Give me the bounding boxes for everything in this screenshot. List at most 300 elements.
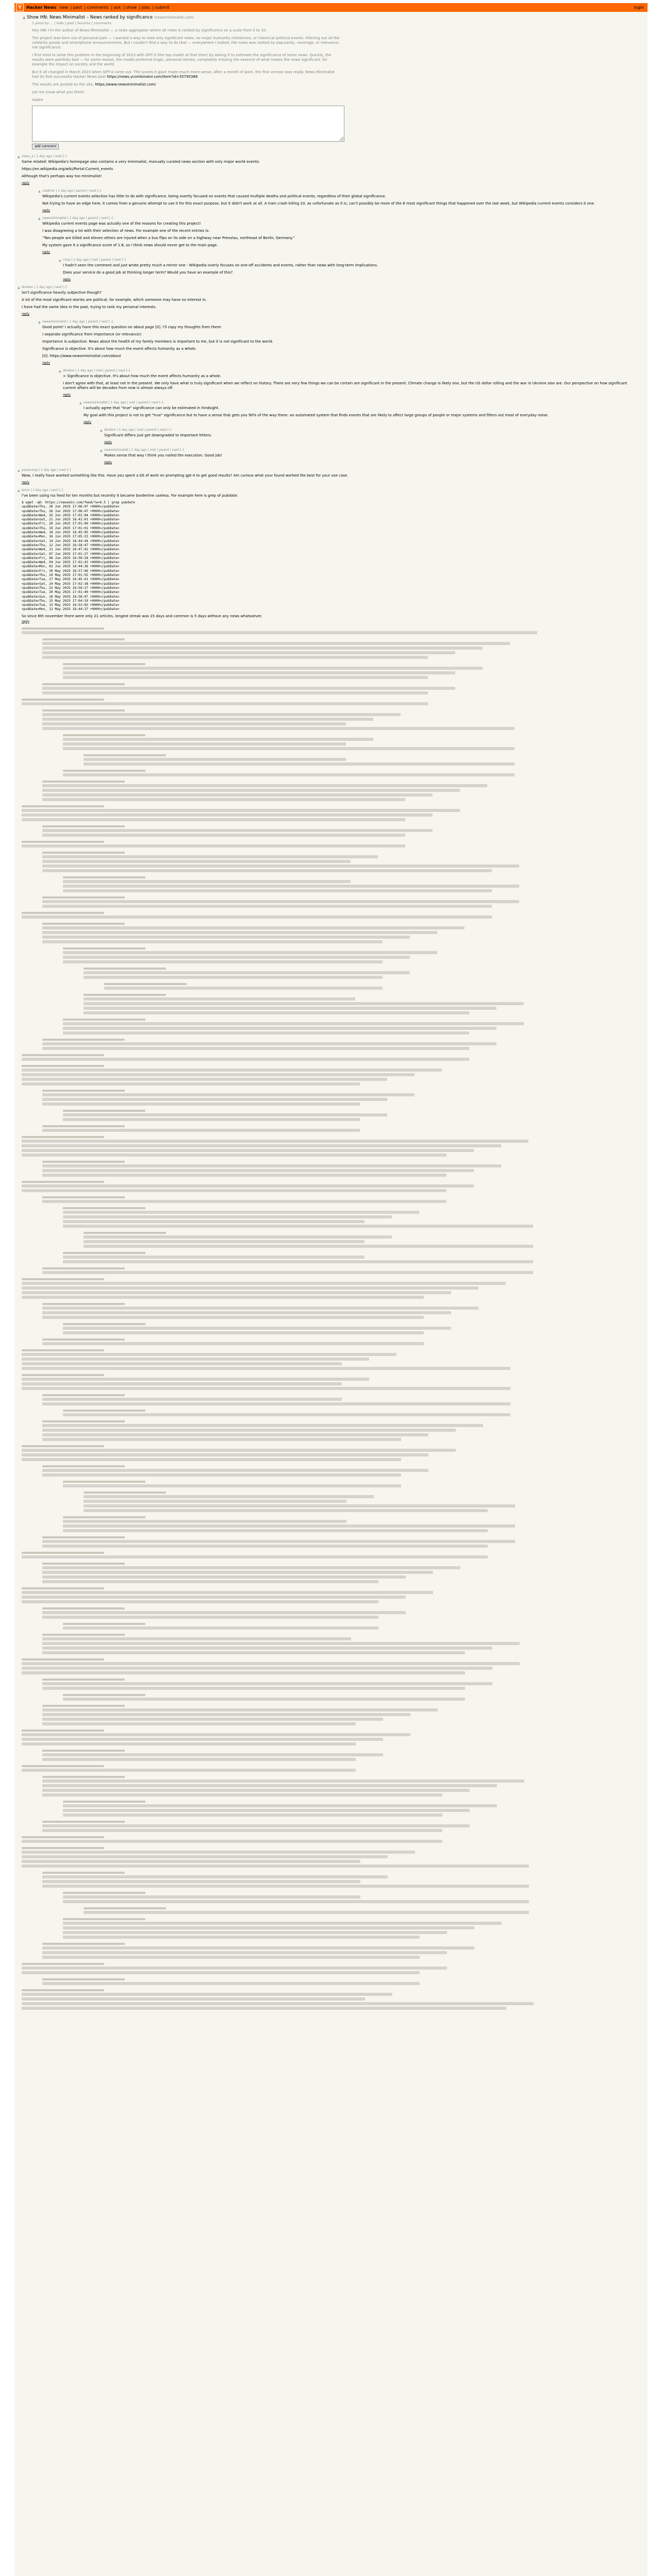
placeholder-line	[42, 1575, 406, 1579]
comment-header[interactable]: vladimir | 1 day ago | parent | next [–]	[42, 189, 102, 193]
placeholder-line	[63, 676, 428, 679]
placeholder-line	[63, 1220, 365, 1223]
placeholder-line	[63, 738, 373, 741]
placeholder-line	[42, 1164, 501, 1167]
placeholder-header	[42, 1536, 125, 1538]
placeholder-header	[63, 1410, 145, 1412]
placeholder-line	[22, 1073, 415, 1076]
collapsed-comment-placeholder	[22, 1552, 644, 1558]
reply-link[interactable]: reply	[42, 250, 51, 254]
placeholder-line	[42, 1093, 415, 1096]
collapsed-comment-placeholder	[22, 699, 644, 705]
comment-header[interactable]: vlaev_a | 1 day ago | next [–]	[22, 155, 67, 158]
placeholder-line	[42, 1311, 451, 1314]
reply-link[interactable]: reply	[63, 393, 71, 397]
code-line: <pubDate>Sun, 18 May 2025 16:58:07 +0000</pubDate>	[22, 595, 120, 599]
nav-new[interactable]: new	[59, 5, 68, 10]
placeholder-header	[63, 876, 145, 878]
code-line: <pubDate>Sat, 14 Jun 2025 16:44:44 +0000</pubDate>	[22, 539, 120, 543]
placeholder-line	[42, 1469, 428, 1472]
placeholder-line	[42, 1047, 469, 1050]
comment-paragraph: I have had the same idea in the past, trying to rank my personal interests.	[22, 305, 157, 309]
placeholder-line	[42, 1789, 470, 1792]
comment-paragraph: Does your service do a good job at thinking longer term? Would you have an example of this?	[63, 270, 233, 275]
placeholder-line	[22, 844, 405, 848]
comment-paragraph: I don't agree with that, at least not in the present. We only have what is truly significant when we reflect on history. There are very few things we can be certain are significant in the present. Climate change is likely one, but the US dollar rolling and the war in Ukraine also are. Our perspective on how significant current affairs will be decades from now is almost always off.	[63, 381, 627, 390]
placeholder-header	[22, 1054, 104, 1056]
collapsed-comment-placeholder	[42, 1607, 644, 1619]
placeholder-line	[42, 940, 383, 943]
nav-ask[interactable]: ask	[113, 5, 121, 10]
comment-paragraph: So since 6th november there were only 21 articles, longest streak was 15 days and common is 5 days without any news whatsoever.	[22, 614, 262, 618]
placeholder-line	[42, 1637, 351, 1640]
placeholder-line	[42, 1424, 483, 1427]
placeholder-line	[42, 1307, 478, 1310]
code-line: <pubDate>Wed, 25 Jun 2025 17:01:04 +0000</pubDate>	[22, 513, 120, 517]
placeholder-line	[22, 1769, 356, 1772]
comment-text	[22, 473, 589, 478]
placeholder-line	[42, 1398, 342, 1401]
placeholder-line	[63, 1926, 474, 1929]
placeholder-line	[22, 1358, 369, 1361]
placeholder-line	[63, 1331, 424, 1334]
placeholder-header	[22, 1445, 104, 1447]
placeholder-header	[22, 1136, 104, 1138]
collapsed-comment-placeholder	[42, 896, 644, 908]
placeholder-header	[22, 805, 104, 807]
collapsed-comment-placeholder	[42, 1679, 644, 1690]
placeholder-line	[63, 1936, 420, 1939]
collapsed-comment-placeholder	[42, 1750, 644, 1761]
collapsed-comment-placeholder	[84, 1232, 644, 1248]
post-text: The results are posted on the site,	[32, 82, 94, 87]
placeholder-line	[63, 1027, 496, 1030]
code-line: <pubDate>Mon, 02 Jun 2025 16:44:36 +0000</pubDate>	[22, 565, 120, 569]
placeholder-header	[84, 1492, 166, 1494]
placeholder-line	[22, 809, 460, 812]
comment-paragraph: Although that's perhaps way too minimalist!	[22, 174, 102, 178]
placeholder-header	[42, 1776, 125, 1778]
upvote-arrow-icon[interactable]: ▲	[18, 489, 20, 493]
placeholder-header	[42, 1679, 125, 1681]
comment-header[interactable]: dimbon | 1 day ago | next [–]	[22, 285, 67, 289]
placeholder-line	[42, 1946, 474, 1950]
placeholder-header	[63, 1516, 145, 1518]
placeholder-line	[42, 784, 487, 787]
placeholder-line	[63, 960, 383, 963]
comment-header[interactable]: newsminimalist | 1 day ago | root | parent | next [–]	[104, 448, 184, 452]
placeholder-header	[42, 781, 125, 783]
placeholder-header	[22, 1847, 104, 1849]
collapsed-comment-placeholder	[63, 663, 644, 679]
code-line: <pubDate>Fri, 30 May 2025 16:57:46 +0000</pubDate>	[22, 569, 120, 573]
comment-paragraph: My system gave it a significance score of 1.8, so I think news should never get to the main page.	[42, 243, 218, 247]
placeholder-header	[104, 983, 187, 985]
reply-link[interactable]: reply	[42, 209, 51, 212]
placeholder-line	[22, 702, 428, 705]
upvote-arrow-icon[interactable]: ▲	[38, 190, 41, 193]
placeholder-header	[42, 1705, 125, 1707]
placeholder-line	[42, 1103, 360, 1106]
post-title-row	[23, 15, 644, 20]
placeholder-header	[63, 734, 145, 736]
collapsed-comment-placeholder	[42, 1420, 644, 1441]
collapsed-comment-placeholder	[63, 876, 644, 892]
placeholder-line	[22, 1382, 342, 1385]
placeholder-header	[22, 1278, 104, 1280]
placeholder-header	[22, 1181, 104, 1183]
placeholder-line	[63, 1809, 470, 1812]
placeholder-header	[42, 1090, 125, 1092]
placeholder-line	[22, 1154, 446, 1157]
upvote-arrow-icon[interactable]: ▲	[18, 155, 20, 159]
placeholder-line	[22, 1971, 420, 1974]
post-link[interactable]: https://news.ycombinator.com/item?id=35795388	[107, 75, 198, 79]
placeholder-line	[42, 1651, 465, 1654]
comment-header[interactable]: paulocoop | 1 day ago | next [–]	[22, 468, 71, 472]
placeholder-line	[22, 1742, 356, 1745]
placeholder-line	[42, 1682, 492, 1685]
placeholder-line	[42, 1433, 428, 1436]
placeholder-header	[63, 1323, 145, 1325]
placeholder-header	[42, 638, 125, 640]
nav-comments[interactable]: comments	[87, 5, 109, 10]
nav-links: new | past | comments | ask | show | jobs | submit	[59, 5, 170, 10]
post-site[interactable]: (newsminimalist.com)	[154, 15, 194, 20]
nav-show[interactable]: show	[126, 5, 137, 10]
code-line: <pubDate>Thu, 12 Jun 2025 16:58:47 +0000</pubDate>	[22, 543, 120, 547]
collapsed-comment-placeholder	[22, 1445, 644, 1461]
collapsed-comment-placeholder	[22, 1054, 644, 1061]
placeholder-header	[42, 1607, 125, 1609]
upvote-arrow-icon[interactable]: ▲	[23, 15, 26, 20]
code-line: <pubDate>Thu, 19 Jun 2025 17:01:01 +0000</pubDate>	[22, 526, 120, 530]
comment-header[interactable]: dimbon | 1 day ago | root | parent | next [–]	[104, 428, 172, 432]
comment-text	[63, 374, 630, 391]
placeholder-header	[42, 896, 125, 899]
comment	[79, 401, 644, 424]
collapsed-comment-placeholder	[42, 781, 644, 801]
comment-paragraph: I separate significance from importance (or relevance):	[42, 332, 142, 336]
comment-paragraph: https://en.wikipedia.org/wiki/Portal:Current_events	[22, 167, 113, 171]
placeholder-header	[63, 1801, 145, 1803]
comment-body	[22, 488, 644, 623]
code-line: <pubDate>Thu, 29 May 2025 17:01:55 +0000</pubDate>	[22, 573, 120, 578]
placeholder-line	[63, 1215, 392, 1218]
placeholder-line	[84, 1007, 496, 1010]
upvote-arrow-icon[interactable]: ▲	[59, 369, 61, 373]
placeholder-line	[42, 1271, 533, 1274]
placeholder-header	[42, 1394, 125, 1396]
comment-paragraph: Wow, I really have wanted something like this. Have you spent a bit of work on prompting gpt-4 to get good results? Am curious what your found worked the best for your use case.	[22, 473, 349, 478]
placeholder-header	[84, 1907, 166, 1909]
collapsed-comment-placeholder	[42, 683, 644, 694]
collapsed-comment-placeholder	[63, 734, 644, 750]
code-line: <pubDate>Wed, 18 Jun 2025 16:45:05 +0000</pubDate>	[22, 531, 120, 535]
placeholder-line	[42, 651, 455, 654]
comment-paragraph: My goal with this project is not to get "true" significance but to have a sense that gets you 90% of the way there: an automated system that finds events that are likely to affect large groups of people or major systems and filters out most of everyday noise.	[84, 413, 549, 417]
code-line: <pubDate>Thu, 15 May 2025 17:04:19 +0000</pubDate>	[22, 599, 120, 603]
placeholder-line	[63, 1529, 488, 1532]
placeholder-header	[63, 1019, 145, 1021]
site-name[interactable]: Hacker News	[26, 5, 57, 10]
collapsed-comment-placeholder	[42, 1465, 644, 1477]
placeholder-line	[22, 814, 433, 817]
comment	[18, 488, 644, 623]
placeholder-header	[63, 1481, 145, 1483]
placeholder-line	[42, 1174, 446, 1177]
collapsed-comment-placeholder	[22, 1765, 644, 1772]
placeholder-header	[42, 1821, 125, 1823]
placeholder-line	[42, 691, 428, 694]
placeholder-line	[42, 905, 492, 908]
collapsed-comment-placeholder	[63, 1019, 644, 1035]
placeholder-line	[22, 1291, 451, 1294]
placeholder-line	[42, 1885, 529, 1888]
comment-text	[63, 263, 630, 275]
collapsed-comment-placeholder	[63, 770, 644, 776]
reply-link[interactable]: reply	[104, 440, 112, 444]
placeholder-line	[42, 1611, 406, 1614]
placeholder-line	[22, 1738, 383, 1741]
upvote-arrow-icon[interactable]: ▲	[100, 449, 103, 452]
placeholder-header	[42, 1750, 125, 1752]
placeholder-header	[42, 1303, 125, 1305]
placeholder-line	[42, 1647, 492, 1650]
placeholder-line	[63, 885, 519, 888]
code-line: <pubDate>Mon, 16 Jun 2025 17:05:23 +0000</pubDate>	[22, 535, 120, 539]
code-line: <pubDate>Wed, 04 Jun 2025 17:01:43 +0000</pubDate>	[22, 561, 120, 565]
upvote-arrow-icon[interactable]: ▲	[59, 259, 61, 262]
placeholder-line	[22, 1997, 365, 2001]
placeholder-line	[22, 1453, 428, 1456]
collapsed-comment-placeholder	[22, 1658, 644, 1674]
placeholder-line	[63, 1900, 529, 1903]
post	[14, 12, 648, 151]
collapsed-comment-placeholder	[22, 1374, 644, 1390]
upvote-arrow-icon[interactable]: ▲	[38, 217, 41, 221]
placeholder-line	[22, 2007, 506, 2010]
placeholder-line	[22, 1671, 465, 1674]
comment-paragraph: > Significance is objective. It's about how much the event affects humanity as a whole.	[63, 374, 222, 378]
code-line: <pubDate>Tue, 27 May 2025 16:45:41 +0000</pubDate>	[22, 578, 120, 582]
placeholder-line	[22, 1667, 492, 1670]
placeholder-line	[84, 1240, 365, 1243]
comment	[100, 428, 644, 444]
reply-link[interactable]: reply	[22, 619, 30, 623]
placeholder-line	[42, 789, 460, 792]
placeholder-line	[42, 718, 373, 721]
post-title[interactable]: Show HN: News Minimalist – News ranked by significance	[27, 15, 153, 20]
collapsed-comment-placeholder	[22, 805, 644, 821]
code-line: <pubDate>Thu, 22 May 2025 16:59:17 +0000</pubDate>	[22, 586, 120, 590]
placeholder-line	[63, 1260, 533, 1263]
placeholder-header	[63, 1252, 145, 1254]
placeholder-header	[22, 1730, 104, 1732]
placeholder-header	[22, 1587, 104, 1589]
comment-body	[63, 369, 644, 397]
comment-paragraph: Wikipedia's current events selection has little to do with significance, being overtly focused on events that caused multiple deaths and political events, regardless of their global significance.	[42, 194, 386, 198]
placeholder-line	[22, 1353, 396, 1356]
placeholder-line	[42, 1438, 401, 1441]
reply-link[interactable]: reply	[42, 361, 51, 365]
nav-submit[interactable]: submit	[155, 5, 170, 10]
comment-header[interactable]: dimbon | 1 day ago | root | parent | next [–]	[63, 369, 130, 372]
upvote-arrow-icon[interactable]: ▲	[38, 320, 41, 324]
reply-link[interactable]: reply	[22, 312, 30, 316]
collapsed-comment-placeholder	[22, 912, 644, 919]
comment-text	[22, 494, 589, 498]
collapsed-comment-placeholder	[42, 1125, 644, 1132]
placeholder-line	[104, 987, 383, 990]
placeholder-line	[42, 687, 455, 690]
placeholder-line	[42, 1829, 442, 1832]
placeholder-line	[42, 1473, 401, 1477]
placeholder-header	[84, 1232, 166, 1234]
placeholder-line	[22, 1851, 415, 1854]
comment	[59, 258, 644, 281]
placeholder-line	[63, 671, 455, 674]
placeholder-line	[42, 869, 492, 872]
placeholder-line	[22, 1591, 433, 1594]
comment-text	[22, 291, 589, 310]
placeholder-header	[63, 770, 145, 772]
post-subtext: 1 point by ... | hide | past | favorite | comments	[32, 21, 111, 25]
collapsed-comment-placeholder	[22, 1065, 644, 1086]
comment-header[interactable]: newsminimalist | 1 day ago | parent | next [–]	[42, 320, 113, 324]
comment-textarea[interactable]	[32, 106, 344, 142]
comment-header[interactable]: newsminimalist | 1 day ago | parent | next [–]	[42, 216, 113, 220]
reply-link[interactable]: reply	[84, 420, 92, 424]
placeholder-line	[42, 1580, 378, 1583]
placeholder-line	[84, 1509, 488, 1512]
collapsed-comment-placeholder	[42, 1943, 644, 1959]
placeholder-header	[42, 1039, 125, 1041]
placeholder-line	[22, 1993, 392, 1996]
placeholder-header	[84, 968, 166, 970]
placeholder-line	[42, 855, 378, 858]
collapsed-comment-placeholder	[22, 1963, 644, 1974]
nav-jobs[interactable]: jobs	[141, 5, 151, 10]
comment-body	[22, 285, 644, 316]
login-link[interactable]: login	[634, 5, 644, 10]
placeholder-line	[63, 1031, 469, 1035]
placeholder-header	[22, 912, 104, 914]
placeholder-header	[63, 663, 145, 665]
placeholder-line	[42, 1545, 488, 1548]
placeholder-line	[42, 1566, 460, 1569]
comment-paragraph: Not trying to have an edge here, it comes from a genuine attempt to use it for this exact purpose, but it didn't work at all. A train crash killing 10, as unfortunate as it is, can't possibly be more of the 8 most significant things that happened over the last week, but Wikipedia current events considers it one.	[42, 201, 595, 206]
placeholder-line	[22, 1555, 488, 1558]
placeholder-line	[84, 1235, 392, 1239]
collapsed-comment-placeholder	[42, 1705, 644, 1725]
post-paragraph: The project was born out of personal pain — I wanted a way to read only significant news, no major humanity milestones, or historical political events. Filtering out all the celebrity gossip and smartphone announcements. But I couldn't find a way to do that — everywhere I looked, the news was ranked by popularity, coverage, or relevance, not significance.	[32, 36, 340, 49]
reply-link[interactable]: reply	[22, 181, 30, 185]
code-line: <pubDate>Tue, 13 May 2025 16:53:02 +0000</pubDate>	[22, 603, 120, 607]
upvote-arrow-icon[interactable]: ▲	[79, 401, 82, 405]
comment-paragraph: I actually agree that "true" significance can only be estimated in hindsight.	[84, 406, 220, 410]
comment-text	[42, 325, 609, 359]
comment-body	[42, 216, 644, 254]
comment-text	[104, 433, 644, 438]
collapsed-comment-placeholder	[42, 1196, 644, 1203]
placeholder-line	[42, 931, 437, 934]
placeholder-header	[22, 628, 104, 630]
comment-header[interactable]: newsminimalist | 1 day ago | root | parent | next [–]	[84, 401, 163, 404]
upvote-arrow-icon[interactable]: ▲	[18, 286, 20, 290]
collapsed-comment-placeholder	[63, 1801, 644, 1817]
add-comment-button[interactable]: add comment	[32, 144, 59, 149]
collapsed-comment-placeholder	[63, 1410, 644, 1416]
placeholder-header	[22, 1374, 104, 1376]
placeholder-header	[63, 1207, 145, 1209]
collapsed-comment-placeholder	[42, 638, 644, 659]
nav-past[interactable]: past	[73, 5, 82, 10]
placeholder-line	[42, 1982, 420, 1985]
hn-logo-icon[interactable]: Y	[16, 4, 24, 11]
placeholder-line	[42, 713, 401, 716]
collapsed-comment-placeholder	[104, 983, 644, 990]
placeholder-line	[22, 1058, 469, 1061]
post-paragraph	[32, 82, 341, 87]
comment-paragraph: Makes sense that way I think you nailed the execution. Good job!	[104, 453, 222, 457]
collapsed-comment-placeholder	[42, 1634, 644, 1654]
placeholder-line	[63, 1256, 365, 1259]
collapsed-comment-placeholder	[84, 754, 644, 766]
comment-text	[42, 194, 609, 206]
placeholder-line	[22, 1144, 501, 1147]
placeholder-line	[42, 900, 519, 903]
collapsed-comment-placeholder	[63, 1694, 644, 1701]
comment-body	[42, 189, 644, 212]
placeholder-line	[42, 1718, 383, 1721]
comment-paragraph: I've been using rss feed for ten months but recently it became borderline useless. For example here is grep of pubdate:	[22, 494, 238, 498]
placeholder-line	[22, 1378, 369, 1381]
placeholder-header	[42, 1196, 125, 1198]
placeholder-line	[22, 1596, 406, 1599]
placeholder-header	[42, 1338, 125, 1341]
collapsed-comment-placeholder	[22, 1587, 644, 1603]
post-link[interactable]: https://www.newsminimalist.com/	[95, 82, 156, 87]
comment-body	[63, 258, 644, 281]
code-line: <pubDate>Fri, 20 Jun 2025 17:01:00 +0000</pubDate>	[22, 522, 120, 526]
placeholder-line	[22, 1662, 520, 1665]
comment-header[interactable]: crisa | 1 day ago | root | parent | next [–]	[63, 258, 126, 262]
placeholder-header	[22, 1765, 104, 1767]
placeholder-header	[42, 1161, 125, 1163]
placeholder-line	[22, 2002, 534, 2005]
placeholder-header	[42, 683, 125, 685]
collapsed-comment-placeholder	[63, 947, 644, 963]
post-paragraph: I first tried to solve this problem in the beginning of 2023 with GPT-3 (the top model at that time) by asking it to estimate the significance of some news. Quickly, the results were painfully bad — for some reason, the model preferred tragic, personal stories, completely missing the essence of what makes the news significant, for example the impact on society and the world.	[32, 53, 332, 66]
comment	[59, 369, 644, 397]
collapsed-comment-placeholder	[63, 1516, 644, 1532]
placeholder-line	[42, 727, 515, 730]
placeholder-line	[22, 1600, 378, 1603]
reply-link[interactable]: reply	[22, 481, 30, 484]
placeholder-line	[42, 722, 346, 725]
upvote-arrow-icon[interactable]: ▲	[18, 469, 20, 472]
upvote-arrow-icon[interactable]: ▲	[100, 429, 103, 432]
code-line: <pubDate>Sat, 24 May 2025 17:02:38 +0000</pubDate>	[22, 582, 120, 586]
reply-link[interactable]: reply	[104, 461, 112, 464]
reply-link[interactable]: reply	[63, 278, 71, 281]
placeholder-header	[22, 841, 104, 843]
comment-header[interactable]: bmm | 1 day ago | next [–]	[22, 488, 63, 492]
placeholder-line	[84, 976, 383, 979]
collapsed-comment-placeholder	[42, 1090, 644, 1106]
placeholder-line	[84, 758, 346, 761]
